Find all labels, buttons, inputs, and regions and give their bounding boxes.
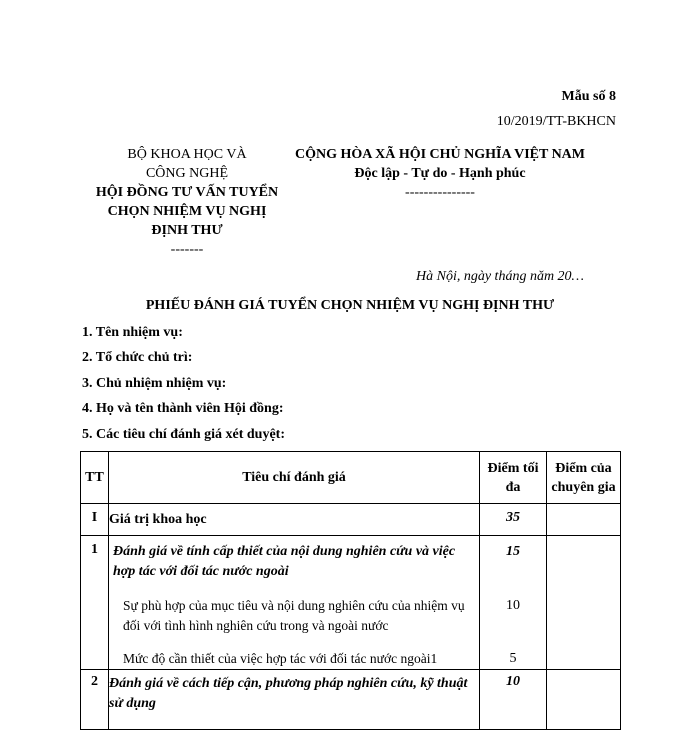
row-criteria: Giá trị khoa học: [109, 504, 480, 536]
table-row: [81, 536, 621, 670]
max-score-main: 15: [506, 544, 520, 559]
header-max-score-line-1: Điểm tối: [487, 460, 539, 476]
council-line-1: HỘI ĐỒNG TƯ VẤN TUYỂN: [95, 185, 279, 200]
row-max-score-cell: [480, 536, 547, 670]
council-line-2: CHỌN NHIỆM VỤ NGHỊ: [107, 204, 267, 219]
field-criteria-heading: 5. Các tiêu chí đánh giá xét duyệt:: [82, 427, 285, 442]
council-line-3: ĐỊNH THƯ: [151, 223, 223, 238]
row-max-score: 35: [480, 504, 547, 536]
max-score-sub: 5: [509, 651, 517, 666]
ministry-line-1: BỘ KHOA HỌC VÀ: [127, 147, 247, 162]
field-task-name: 1. Tên nhiệm vụ:: [82, 325, 183, 340]
criteria-sub: Mức độ cần thiết của việc hợp tác với đối tác nước ngoài1: [123, 651, 438, 666]
criteria-table: [80, 451, 621, 730]
national-heading: [280, 145, 600, 202]
national-motto: Độc lập - Tự do - Hạnh phúc: [354, 166, 526, 181]
field-council-member: 4. Họ và tên thành viên Hội đồng:: [82, 401, 284, 416]
table-header-row: [81, 452, 621, 504]
row-tt: I: [81, 504, 109, 536]
form-number: Mẫu số 8: [561, 89, 616, 104]
circular-number: 10/2019/TT-BKHCN: [496, 114, 616, 129]
ministry-line-2: CÔNG NGHỆ: [145, 166, 229, 181]
max-score-sub: 10: [506, 598, 520, 613]
org-divider: -------: [170, 242, 204, 257]
row-max-score: 10: [480, 670, 547, 730]
document-title: PHIẾU ĐÁNH GIÁ TUYỂN CHỌN NHIỆM VỤ NGHỊ ĐỊNH THƯ: [145, 298, 555, 313]
header-expert-score-line-2: chuyên gia: [551, 479, 616, 495]
header-max-score: [480, 452, 547, 504]
row-criteria: Đánh giá về cách tiếp cận, phương pháp nghiên cứu, kỹ thuật sử dụng: [109, 670, 480, 730]
header-criteria: Tiêu chí đánh giá: [109, 452, 480, 504]
row-tt: 1: [81, 536, 109, 670]
motto-divider: ---------------: [405, 185, 475, 200]
row-expert-score-cell[interactable]: [547, 536, 621, 670]
country-name: CỘNG HÒA XÃ HỘI CHỦ NGHĨA VIỆT NAM: [294, 147, 585, 162]
header-max-score-line-2: đa: [505, 479, 521, 495]
table-row: [81, 504, 621, 536]
issuing-organization: [82, 145, 292, 259]
field-host-organization: 2. Tổ chức chủ trì:: [82, 350, 193, 365]
row-criteria-cell: [109, 536, 480, 670]
criteria-sub: Sự phù hợp của mục tiêu và nội dung nghiên cứu của nhiệm vụ đối với tình hình nghiên cứu trong và ngoài nước: [123, 598, 465, 633]
row-expert-score-cell[interactable]: [547, 504, 621, 536]
criteria-main: Đánh giá về tính cấp thiết của nội dung nghiên cứu và việc hợp tác với đối tác nước ngoài: [113, 544, 456, 579]
date-place-line: Hà Nội, ngày tháng năm 20…: [416, 269, 584, 284]
header-expert-score: [547, 452, 621, 504]
header-tt: TT: [81, 452, 109, 504]
row-tt: 2: [81, 670, 109, 730]
header-expert-score-line-1: Điểm của: [555, 460, 612, 476]
field-task-leader: 3. Chủ nhiệm nhiệm vụ:: [82, 376, 227, 391]
